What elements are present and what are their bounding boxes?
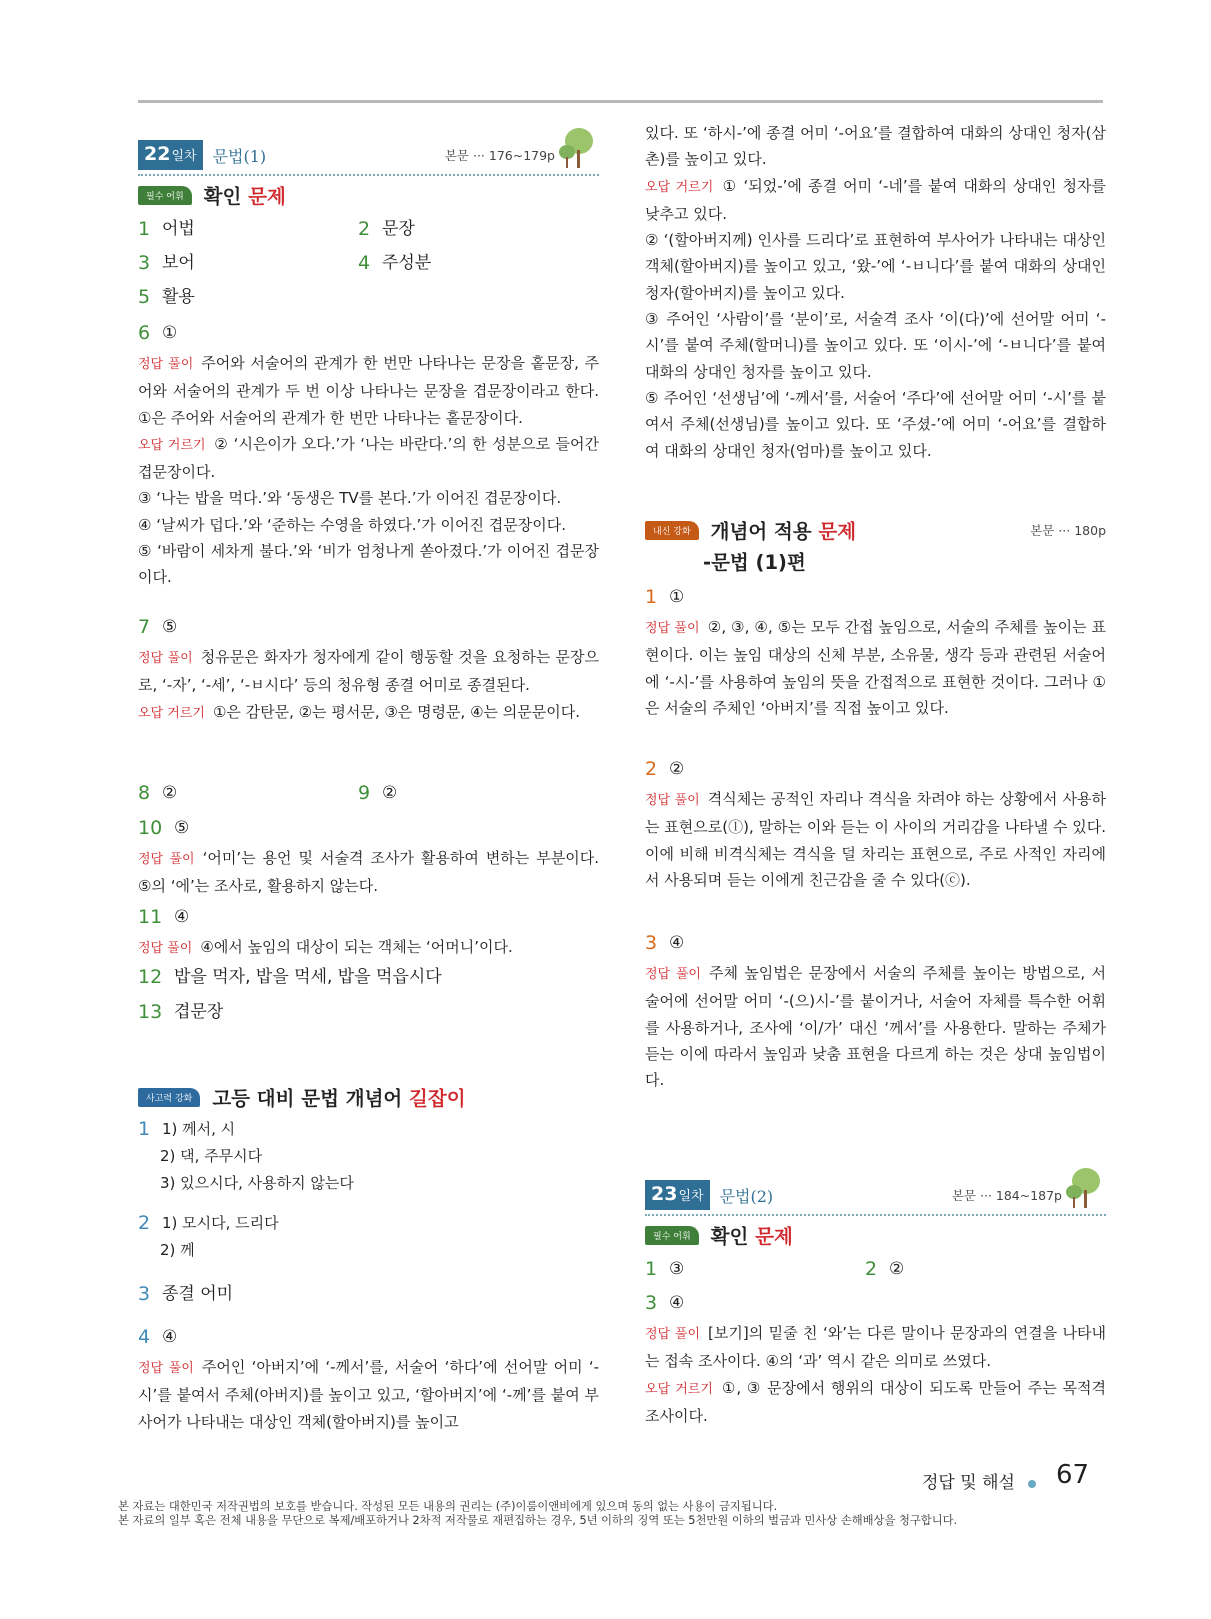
answer-item: 1 어법 [138,218,195,240]
day-badge [138,140,203,170]
copyright-notice [118,1500,957,1528]
section-title: 개념어 적용 문제 [710,520,857,543]
answer-item: 1 ③ [645,1258,685,1280]
day-22-header [138,136,599,176]
wrong-answer-note: 오답 거르기 ①, ③ 문장에서 행위의 대상이 되도록 만들어 주는 목적격 조사이다. [645,1378,1106,1425]
page-number: 67 [1056,1460,1090,1490]
section-check-problems [138,178,599,212]
explanation: 정답 풀이 ‘어미’는 용언 및 서술격 조사가 활용하여 변하는 부분이다. ⑤의 ‘에’는 조사로, 활용하지 않는다. [138,849,599,896]
tree-icon [557,126,595,170]
day-subject: 문법(2) [719,1186,774,1206]
tree-icon [1064,1166,1102,1210]
wrong-answer-note: 오답 거르기 ①은 감탄문, ②는 평서문, ③은 명령문, ④는 의문문이다. [138,702,580,721]
page-reference: 본문 ··· 176~179p [444,148,555,163]
day-23-header [645,1176,1106,1216]
explanation: 정답 풀이 격식체는 공적인 자리나 격식을 차려야 하는 상황에서 사용하는 표현으로(ⓛ), 말하는 이와 듣는 이 사이의 거리감을 나타낼 수 있다. 이에 비해 비격식체는 격식을 덜 차리는 표현으로, 주로 사적인 자리에서 사용되며 듣는 이에게 친근감을 줄 수 있다(ⓒ). [645,790,1106,889]
wrong-answer-line: ④ ‘날씨가 덥다.’와 ‘준하는 수영을 하였다.’가 이어진 겹문장이다. [138,515,566,534]
day-unit: 일차 [678,1189,704,1204]
page-reference: 본문 ··· 180p [1030,523,1106,538]
explanation: 정답 풀이 ②, ③, ④, ⑤는 모두 간접 높임으로, 서술의 주체를 높이는 표현이다. 이는 높임 대상의 신체 부분, 소유물, 생각 등과 관련된 서술어에 ‘-시-’를 사용하여 높임의 뜻을 간접적으로 표현한 것이다. 그러나 ①은 서술의 주체인 ‘아버지’를 직접 높이고 있다. [645,618,1106,717]
wrong-answer-line: ③ ‘나는 밥을 먹다.’와 ‘동생은 TV를 본다.’가 이어진 겹문장이다. [138,489,562,508]
section-title: 고등 대비 문법 개념어 길잡이 [212,1087,466,1110]
question-7: 7 ⑤ 정답 풀이 청유문은 화자가 청자에게 같이 행동할 것을 요청하는 문장으로, ‘-자’, ‘-세’, ‘-ㅂ시다’ 등의 청유형 종결 어미로 종결된다. 오답 거르기 ①은 감탄문, ②는 평서문, ③은 명령문, ④는 의문문이다. [138,610,599,727]
concept-question-1: 1 ① 정답 풀이 ②, ③, ④, ⑤는 모두 간접 높임으로, 서술의 주체를 높이는 표현이다. 이는 높임 대상의 신체 부분, 소유물, 생각 등과 관련된 서술어에 ‘-시-’를 사용하여 높임의 뜻을 간접적으로 표현한 것이다. 그러나 ①은 서술의 주체인 ‘아버지’를 직접 높이고 있다. [645,580,1106,721]
section-tag: 필수 어휘 [645,1226,699,1245]
wrong-answer-note: 오답 거르기 ② ‘시은이가 오다.’가 ‘나는 바란다.’의 한 성분으로 들어간 겹문장이다. [138,434,599,482]
question-13: 13 겹문장 [138,1001,224,1023]
answer-item: 8 ② [138,782,178,804]
footer-bullet [1028,1480,1036,1488]
day-unit: 일차 [171,149,197,164]
explanation: 정답 풀이 [보기]의 밑줄 친 ‘와’는 다른 말이나 문장과의 연결을 나타내는 접속 조사이다. ④의 ‘과’ 역시 같은 의미로 쓰였다. [645,1324,1106,1371]
section-tag: 필수 어휘 [138,186,192,205]
explanation: 정답 풀이 청유문은 화자가 청자에게 같이 행동할 것을 요청하는 문장으로, ‘-자’, ‘-세’, ‘-ㅂ시다’ 등의 청유형 종결 어미로 종결된다. [138,648,599,695]
guide-4: 4 ④ 정답 풀이 주어인 ‘아버지’에 ‘-께서’를, 서술어 ‘하다’에 선어말 어미 ‘-시’를 붙여서 주체(아버지)를 높이고 있고, ‘할아버지’에 ‘-께’를 붙여 부사어가 나타내는 대상인 객체(할아버지)를 높이고 [138,1320,599,1435]
guide-3: 3 종결 어미 [138,1283,234,1305]
answer-item: 3 보어 [138,252,195,274]
section-title: 확인 문제 [203,185,286,208]
copyright-line: 본 자료의 일부 혹은 전체 내용을 무단으로 복제/배포하거나 2차적 저작물로 재편집하는 경우, 5년 이하의 징역 또는 5천만원 이하의 벌금과 민사상 손해배상을 청구합니다. [118,1514,958,1527]
section-grammar-guide [138,1080,599,1114]
continued-explanation [645,120,1106,464]
wrong-answer-line: ② ‘(할아버지께) 인사를 드리다’로 표현하여 부사어가 나타내는 대상인 객체(할아버지)를 높이고 있고, ‘왔-’에 ‘-ㅂ니다’를 붙여 대화의 상대인 청자(할아버지)를 높이고 있다. [645,231,1106,302]
question-10: 10 ⑤ 정답 풀이 ‘어미’는 용언 및 서술격 조사가 활용하여 변하는 부분이다. ⑤의 ‘에’는 조사로, 활용하지 않는다. [138,811,599,900]
day23-answers: 1 ③ 2 ② 3 ④ 정답 풀이 [보기]의 밑줄 친 ‘와’는 다른 말이나 문장과의 연결을 나타내는 접속 조사이다. ④의 ‘과’ 역시 같은 의미로 쓰였다. 오답 거르기 ①, ③ 문장에서 행위의 대상이 되도록 만들어 주는 목적격 조사이다. [645,1252,1106,1429]
page-reference: 본문 ··· 184~187p [951,1188,1062,1203]
footer-title: 정답 및 해설 [922,1473,1015,1493]
day-badge [645,1180,710,1210]
day-number: 22 [144,143,171,165]
guide-line: 3) 있으시다, 사용하지 않는다 [160,1174,354,1192]
section-subtitle: -문법 (1)편 [703,551,806,574]
answers-1-5 [138,212,599,314]
answer-item: 2 문장 [358,218,415,240]
answer-item: 4 주성분 [358,252,432,274]
wrong-answer-line: ⑤ 주어인 ‘선생님’에 ‘-께서’를, 서술어 ‘주다’에 선어말 어미 ‘-시’를 붙여서 주체(선생님)를 높이고 있다. 또 ‘주셨-’에 어미 ‘-어요’를 결합하여 대화의 상대인 청자(엄마)를 높이고 있다. [645,388,1106,460]
answer-item: 9 ② [358,782,398,804]
answer-item: 2 ② [865,1258,905,1280]
top-rule [138,100,1103,103]
answer-item: 5 활용 [138,286,195,308]
section-check-problems-2 [645,1218,1106,1252]
guide-1: 1 1) 께서, 시 2) 댁, 주무시다 3) 있으시다, 사용하지 않는다 [138,1116,599,1197]
copyright-line: 본 자료는 대한민국 저작권법의 보호를 받습니다. 작성된 모든 내용의 권리는 (주)이룸이앤비에게 있으며 동의 없는 사용이 금지됩니다. [118,1500,778,1513]
explanation: 정답 풀이 ④에서 높임의 대상이 되는 객체는 ‘어머니’이다. [138,938,513,956]
answers-8-9 [138,776,599,810]
explanation: 정답 풀이 주어인 ‘아버지’에 ‘-께서’를, 서술어 ‘하다’에 선어말 어미 ‘-시’를 붙여서 주체(아버지)를 높이고 있고, ‘할아버지’에 ‘-께’를 붙여 부사어가 나타내는 대상인 객체(할아버지)를 높이고 [138,1358,599,1431]
question-12: 12 밥을 먹자, 밥을 먹세, 밥을 먹읍시다 [138,966,442,988]
section-tag: 내신 강화 [645,521,699,540]
wrong-answer-line: ⑤ ‘바람이 세차게 불다.’와 ‘비가 엄청나게 쏟아졌다.’가 이어진 겹문장이다. [138,542,599,587]
section-title: 확인 문제 [710,1225,793,1248]
day-number: 23 [651,1183,678,1205]
wrong-answer-note: 오답 거르기 ① ‘되었-’에 종결 어미 ‘-네’를 붙여 대화의 상대인 청자를 낮추고 있다. [645,176,1106,223]
wrong-answer-line: ③ 주어인 ‘사람이’를 ‘분이’로, 서술격 조사 ‘이(다)’에 선어말 어미 ‘-시’를 붙여 주체(할머니)를 높이고 있다. 또 ‘이시-’에 ‘-ㅂ니다’를 붙여 대화의 상대인 청자를 높이고 있다. [645,310,1106,381]
continued-text: 있다. 또 ‘하시-’에 종결 어미 ‘-어요’를 결합하여 대화의 상대인 청자(삼촌)를 높이고 있다. [645,124,1106,169]
explanation: 정답 풀이 주어와 서술어의 관계가 한 번만 나타나는 문장을 홑문장, 주어와 서술어의 관계가 두 번 이상 나타나는 문장을 겹문장이라고 한다. ①은 주어와 서술어의 관계가 한 번만 나타나는 홑문장이다. [138,354,599,427]
concept-question-2: 2 ② 정답 풀이 격식체는 공적인 자리나 격식을 차려야 하는 상황에서 사용하는 표현으로(ⓛ), 말하는 이와 듣는 이 사이의 거리감을 나타낼 수 있다. 이에 비해 비격식체는 격식을 덜 차리는 표현으로, 주로 사적인 자리에서 사용되며 듣는 이에게 친근감을 줄 수 있다(ⓒ). [645,752,1106,893]
explanation: 정답 풀이 주체 높임법은 문장에서 서술의 주체를 높이는 방법으로, 서술어에 선어말 어미 ‘-(으)시-’를 붙이거나, 서술어 자체를 특수한 어휘를 사용하거나, 조사에 ‘이/가’ 대신 ‘께서’를 사용한다. 말하는 주체가 듣는 이에 따라서 높임과 낮춤 표현을 다르게 하는 것은 상대 높임법이다. [645,964,1106,1090]
guide-2: 2 1) 모시다, 드리다 2) 께 [138,1210,599,1264]
question-11: 11 ④ 정답 풀이 ④에서 높임의 대상이 되는 객체는 ‘어머니’이다. [138,900,599,962]
section-tag: 사고력 강화 [138,1088,200,1107]
section-concept-apply [645,513,1106,575]
concept-question-3: 3 ④ 정답 풀이 주체 높임법은 문장에서 서술의 주체를 높이는 방법으로, 서술어에 선어말 어미 ‘-(으)시-’를 붙이거나, 서술어 자체를 특수한 어휘를 사용하거나, 조사에 ‘이/가’ 대신 ‘께서’를 사용한다. 말하는 주체가 듣는 이에 따라서 높임과 낮춤 표현을 다르게 하는 것은 상대 높임법이다. [645,926,1106,1093]
guide-line: 2) 께 [160,1241,195,1259]
day-subject: 문법(1) [212,146,267,166]
guide-line: 2) 댁, 주무시다 [160,1147,263,1165]
question-6: 6 ① 정답 풀이 주어와 서술어의 관계가 한 번만 나타나는 문장을 홑문장, 주어와 서술어의 관계가 두 번 이상 나타나는 문장을 겹문장이라고 한다. ①은 주어와 서술어의 관계가 한 번만 나타나는 홑문장이다. 오답 거르기 ② ‘시은이가 오다.’가 ‘나는 바란다.’의 한 성분으로 들어간 겹문장이다. ③ ‘나는 밥을 먹다.’와 ‘동생은 TV를 본다.’가 이어진 겹문장이다. ④ ‘날씨가 덥다.’와 ‘준하는 수영을 하였다.’가 이어진 겹문장이다. ⑤ ‘바람이 세차게 불다.’와 ‘비가 엄청나게 쏟아졌다.’가 이어진 겹문장이다. [138,316,599,591]
